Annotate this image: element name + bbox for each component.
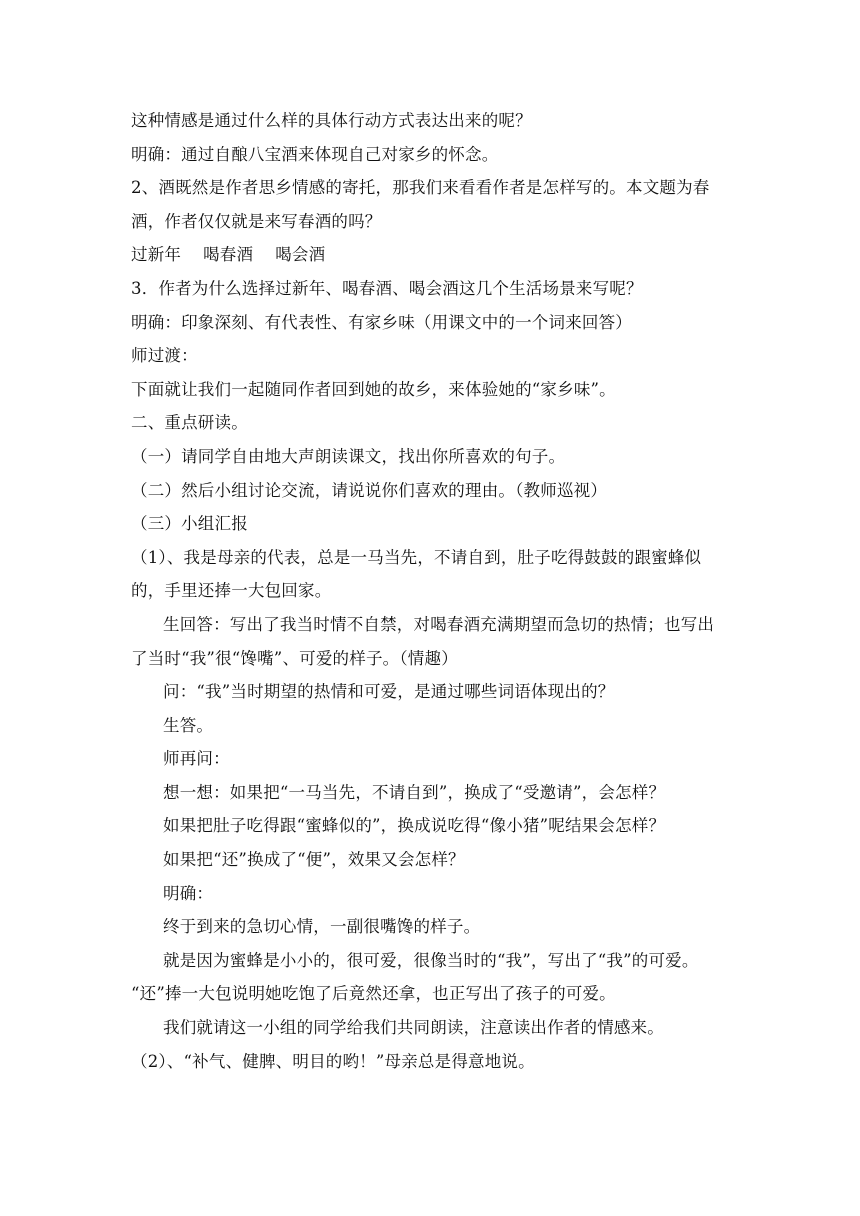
text-line: 如果把肚子吃得跟“蜜蜂似的”，换成说吃得“像小猪”呢结果会怎样？ (163, 816, 666, 836)
text-line: 明确：印象深刻、有代表性、有家乡味（用课文中的一个词来回答） (131, 312, 632, 332)
text-line: 终于到来的急切心情，一副很嘴馋的样子。 (163, 917, 481, 937)
text-line: （一）请同学自由地大声朗读课文，找出你所喜欢的句子。 (131, 446, 566, 466)
text-line: 想一想：如果把“一马当先，不请自到”，换成了“受邀请”，会怎样？ (163, 782, 666, 802)
document-body (131, 104, 741, 1078)
scene-item: 喝会酒 (275, 245, 326, 265)
text-line: 师再问： (163, 749, 230, 769)
text-line: 了当时“我”很“馋嘴”、可爱的样子。（情趣） (131, 648, 458, 668)
text-line: 这种情感是通过什么样的具体行动方式表达出来的呢？ (131, 111, 532, 130)
text-line: 我们就请这一小组的同学给我们共同朗读，注意读出作者的情感来。 (163, 1018, 664, 1038)
text-line: 生答。 (163, 715, 214, 735)
section-heading: 二、重点研读。 (131, 413, 248, 433)
scene-list-line (131, 238, 741, 272)
scene-item: 喝春酒 (203, 245, 254, 265)
text-line: 如果把“还”换成了“便”，效果又会怎样？ (163, 850, 465, 870)
text-line: 的，手里还捧一大包回家。 (131, 581, 332, 601)
text-line: 就是因为蜜蜂是小小的，很可爱，很像当时的“我”，写出了“我”的可爱。 (163, 950, 699, 970)
text-line: 明确： (163, 883, 214, 903)
text-line: 3．作者为什么选择过新年、喝春酒、喝会酒这几个生活场景来写呢？ (131, 278, 643, 298)
text-line: 酒，作者仅仅就是来写春酒的吗？ (131, 211, 382, 231)
text-line: 下面就让我们一起随同作者回到她的故乡，来体验她的“家乡味”。 (131, 379, 616, 399)
text-line: “还”捧一大包说明她吃饱了后竟然还拿，也正写出了孩子的可爱。 (131, 984, 616, 1004)
text-line: （二）然后小组讨论交流，请说说你们喜欢的理由。（教师巡视） (131, 480, 608, 500)
text-line: 明确：通过自酿八宝酒来体现自己对家乡的怀念。 (131, 144, 499, 164)
text-line: （1）、我是母亲的代表，总是一马当先，不请自到，肚子吃得鼓鼓的跟蜜蜂似 (131, 547, 702, 567)
text-line: 师过渡： (131, 346, 198, 366)
text-line: 2、酒既然是作者思乡情感的寄托，那我们来看看作者是怎样写的。本文题为春 (131, 178, 710, 198)
text-line: （2）、“补气、健脾、明目的哟！”母亲总是得意地说。 (131, 1051, 535, 1071)
scene-item: 过新年 (131, 245, 182, 265)
text-line: 生回答：写出了我当时情不自禁，对喝春酒充满期望而急切的热情；也写出 (163, 614, 715, 634)
text-line: 问：“我”当时期望的热情和可爱，是通过哪些词语体现出的？ (163, 682, 615, 702)
text-line: （三）小组汇报 (131, 514, 248, 534)
